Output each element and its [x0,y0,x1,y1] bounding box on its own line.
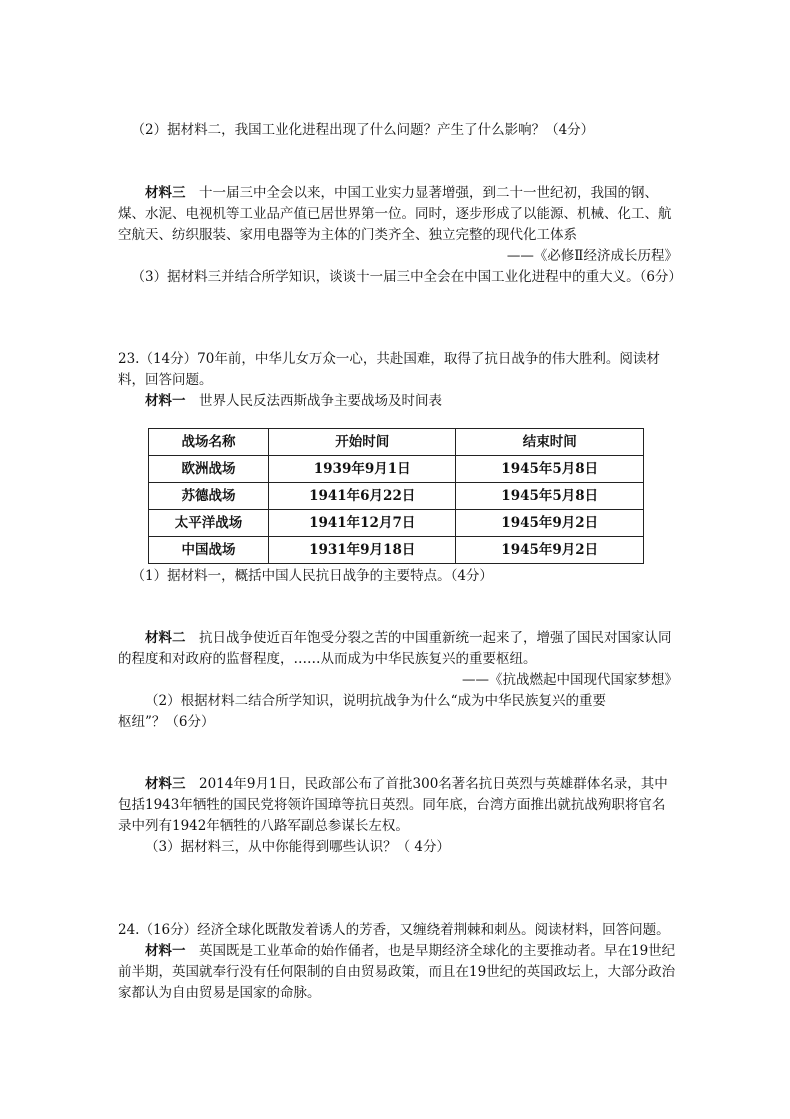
material-text: 2014年9月1日，民政部公布了首批300名著名抗日英烈与英雄群体名录，其中包括1943年牺牲的国民党将领许国璋等抗日英烈。同年底，台湾方面推出就抗战殉职将官名录中列有1942年牺牲的八路军副总参谋长左权。 [118,776,668,834]
material-label: 材料三 [145,776,186,792]
table-cell: 1939年9月1日 [268,456,456,483]
table-row [149,456,644,483]
table-cell: 欧洲战场 [149,456,269,483]
table-cell: 1945年5月8日 [456,483,644,510]
q23-sub1 [118,566,678,587]
table-row [149,537,644,564]
q22-material3 [118,183,682,288]
question-text: （3）据材料三并结合所学知识，谈谈十一届三中全会在中国工业化进程中的重大义。（6分） [131,269,682,285]
material-source: ——《必修Ⅱ经济成长历程》 [506,248,678,264]
question-stem: 24.（16分）经济全球化既散发着诱人的芳香，又缠绕着荆棘和刺丛。阅读材料，回答问题。 [118,922,670,938]
table-cell: 1931年9月18日 [268,537,456,564]
table-cell: 太平洋战场 [149,510,269,537]
material-text: 英国既是工业革命的始作俑者，也是早期经济全球化的主要推动者。早在19世纪前半期，英国就奉行没有任何限制的自由贸易政策，而且在19世纪的英国政坛上，大部分政治家都认为自由贸易是国家的命脉。 [118,943,676,1001]
material-label: 材料一 [145,393,186,409]
table-cell: 1941年12月7日 [268,510,456,537]
table-header: 战场名称 [149,429,269,456]
table-cell: 苏德战场 [149,483,269,510]
material-text: 世界人民反法西斯战争主要战场及时间表 [199,393,442,409]
table-cell: 1941年6月22日 [268,483,456,510]
question-text: （2）据材料二，我国工业化进程出现了什么问题？产生了什么影响？（4分） [131,122,595,138]
table-row [149,483,644,510]
q22-sub2 [118,120,678,141]
question-text: （3）据材料三，从中你能得到哪些认识？（ 4分） [145,839,450,855]
table-row [149,510,644,537]
q24 [118,920,678,1004]
question-text: （1）据材料一，概括中国人民抗日战争的主要特点。（4分） [131,568,493,584]
q23-material2 [118,628,678,733]
table-header-row [149,429,644,456]
material-text: 抗日战争使近百年饱受分裂之苦的中国重新统一起来了，增强了国民对国家认同的程度和对政府的监督程度，……从而成为中华民族复兴的重要枢纽。 [118,630,672,667]
material-text: 十一届三中全会以来，中国工业实力显著增强，到二十一世纪初，我国的钢、煤、水泥、电视机等工业品产值已居世界第一位。同时，逐步形成了以能源、机械、化工、航空航天、纺织服装、家用电器等为主体的门类齐全、独立完整的现代化工体系 [118,185,672,243]
q23-material3 [118,774,678,858]
battlefield-table [148,428,644,564]
material-source: ——《抗战燃起中国现代国家梦想》 [462,672,678,688]
question-stem: 23.（14分）70年前，中华儿女万众一心，共赴国难，取得了抗日战争的伟大胜利。阅读材料，回答问题。 [118,351,660,388]
table-cell: 中国战场 [149,537,269,564]
table-header: 结束时间 [456,429,644,456]
table-header: 开始时间 [268,429,456,456]
q23-stem [118,349,678,412]
question-text: 枢纽”？（6分） [118,714,215,730]
material-label: 材料一 [145,943,186,959]
question-text: （2）根据材料二结合所学知识，说明抗战争为什么“成为中华民族复兴的重要 [145,693,606,709]
material-label: 材料三 [145,185,186,201]
table-cell: 1945年5月8日 [456,456,644,483]
material-label: 材料二 [145,630,186,646]
table-cell: 1945年9月2日 [456,537,644,564]
table-cell: 1945年9月2日 [456,510,644,537]
